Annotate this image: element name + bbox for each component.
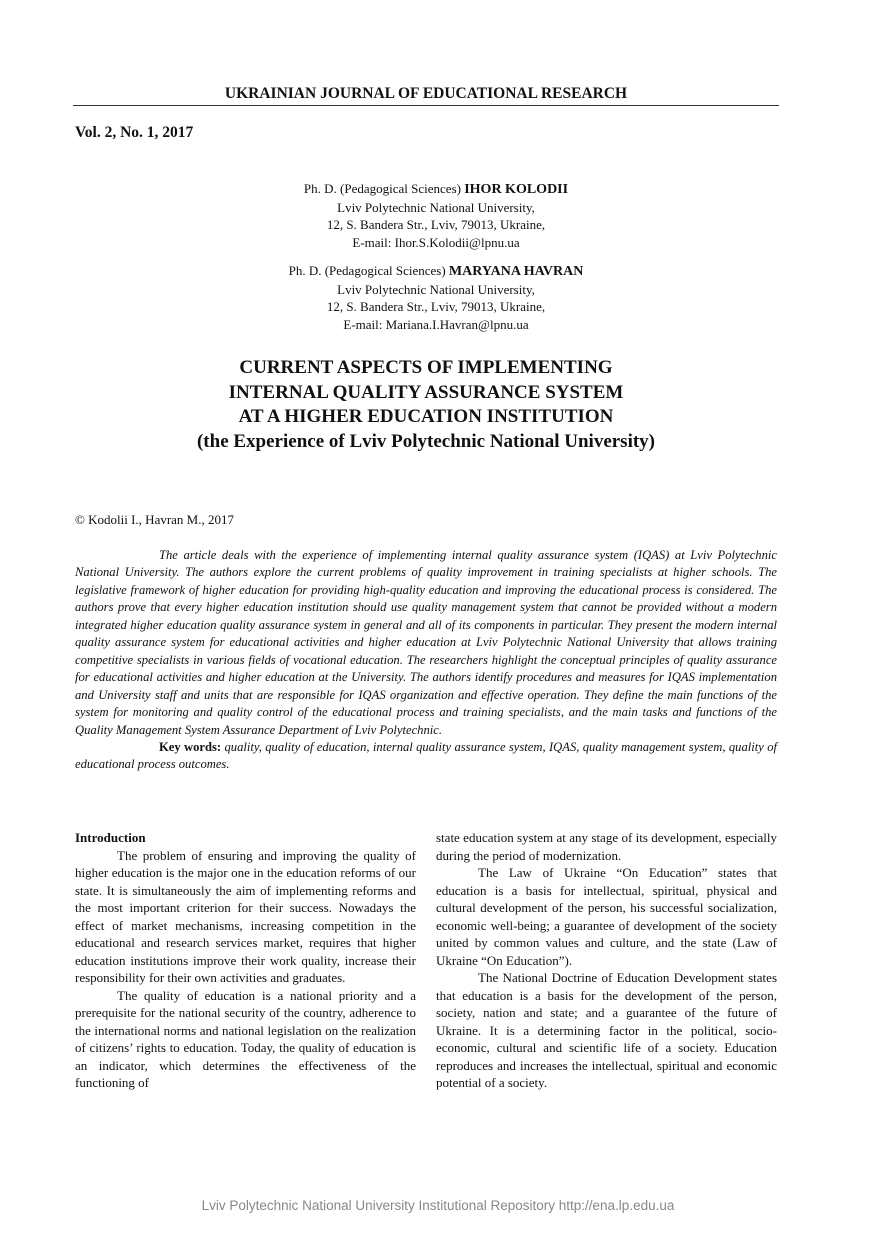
author-affiliation: Lviv Polytechnic National University, bbox=[337, 281, 535, 297]
abstract bbox=[75, 547, 777, 774]
author-address: 12, S. Bandera Str., Lviv, 79013, Ukraine, bbox=[326, 217, 546, 232]
journal-title: UKRAINIAN JOURNAL OF EDUCATIONAL RESEARCH bbox=[224, 85, 628, 102]
keywords: quality, quality of education, internal quality assurance system, IQAS, quality management system, quality of educational process outcomes. bbox=[75, 739, 777, 772]
repository-footer: Lviv Polytechnic National University Institutional Repository http://ena.lp.edu.ua bbox=[201, 1198, 675, 1213]
article-title bbox=[100, 356, 752, 454]
author-affiliation: Lviv Polytechnic National University, bbox=[337, 199, 535, 215]
author-name: IHOR KOLODII bbox=[464, 182, 569, 197]
keywords-label: Key words: bbox=[159, 739, 222, 754]
title-line: INTERNAL QUALITY ASSURANCE SYSTEM bbox=[228, 381, 624, 403]
author-block-1 bbox=[200, 180, 672, 251]
author-email: E-mail: Mariana.I.Havran@lpnu.ua bbox=[343, 316, 529, 332]
paragraph: The Law of Ukraine “On Education” states that education is a basis for intellectual, spiritual, physical and cultural development of the person, his successful socialization, economic well-being; a guarantee of development of the society united by common values and culture, and the state (Law of Ukraine “On Education”). bbox=[436, 865, 777, 968]
abstract-text: The article deals with the experience of implementing internal quality assurance system (IQAS) at Lviv Polytechnic National University. The authors explore the current problems of quality improvement in training specialists at higher schools. The legislative framework of higher education for providing high-quality education and improving the educational process is considered. The authors prove that every higher education institution should use quality management system that cannot be provided without a modern integrated higher education quality assurance system in general and all of its components in particular. They present the modern internal quality assurance system for educational activities and higher education at Lviv Polytechnic National University that allows training competitive specialists in various fields of vocational education. The researchers highlight the conceptual principles of quality assurance for educational activities and higher education at the University. The authors identify procedures and measures for IQAS implementation and University staff and units that are responsible for IQAS organization and effective operation. They define the main functions of the system for monitoring and quality control of the educational process and training specialists, and the main tasks and functions of the Quality Management System Assurance Department of Lviv Polytechnic. bbox=[75, 548, 777, 737]
paragraph: state education system at any stage of its development, especially during the period of modernization. bbox=[436, 830, 777, 863]
author-block-2 bbox=[200, 262, 672, 333]
paragraph: The problem of ensuring and improving the quality of higher education is the major one in the education reforms of our state. It is simultaneously the aim of implementing reforms and the most important criterion for their success. Nowadays the effect of market mechanisms, increasing competition in the educational and research services market, requires that higher education institutions improve their work quality, increase their responsibility for their own activities and graduates. bbox=[75, 847, 416, 985]
volume-info: Vol. 2, No. 1, 2017 bbox=[75, 124, 194, 141]
section-heading: Introduction bbox=[75, 830, 146, 845]
author-name: MARYANA HAVRAN bbox=[448, 264, 584, 279]
paragraph: The National Doctrine of Education Development states that education is a basis for the development of the person, society, nation and state; and a guarantee of the future of Ukraine. It is a determining factor in the political, socio-economic, cultural and scientific life of a society. Education reproduces and increases the intellectual, spiritual and economic potential of a society. bbox=[436, 970, 777, 1090]
title-line: AT A HIGHER EDUCATION INSTITUTION bbox=[238, 406, 614, 427]
header-rule bbox=[73, 105, 779, 106]
copyright: © Kodolii I., Havran M., 2017 bbox=[75, 512, 234, 527]
title-subtitle: (the Experience of Lviv Polytechnic National University) bbox=[196, 430, 656, 452]
author-degree: Ph. D. (Pedagogical Sciences) bbox=[303, 181, 465, 196]
author-degree: Ph. D. (Pedagogical Sciences) bbox=[288, 263, 449, 278]
author-address: 12, S. Bandera Str., Lviv, 79013, Ukraine, bbox=[326, 299, 546, 314]
right-column bbox=[436, 829, 777, 1092]
author-email: E-mail: Ihor.S.Kolodii@lpnu.ua bbox=[352, 234, 520, 250]
left-column bbox=[75, 829, 416, 1092]
paragraph: The quality of education is a national priority and a prerequisite for the national security of the country, adherence to the international norms and national legislation on the realization of citizens’ rights to education. Today, the quality of education is an indicator, which determines the effectiveness of the functioning of bbox=[75, 987, 416, 1090]
title-line: CURRENT ASPECTS OF IMPLEMENTING bbox=[239, 357, 613, 378]
